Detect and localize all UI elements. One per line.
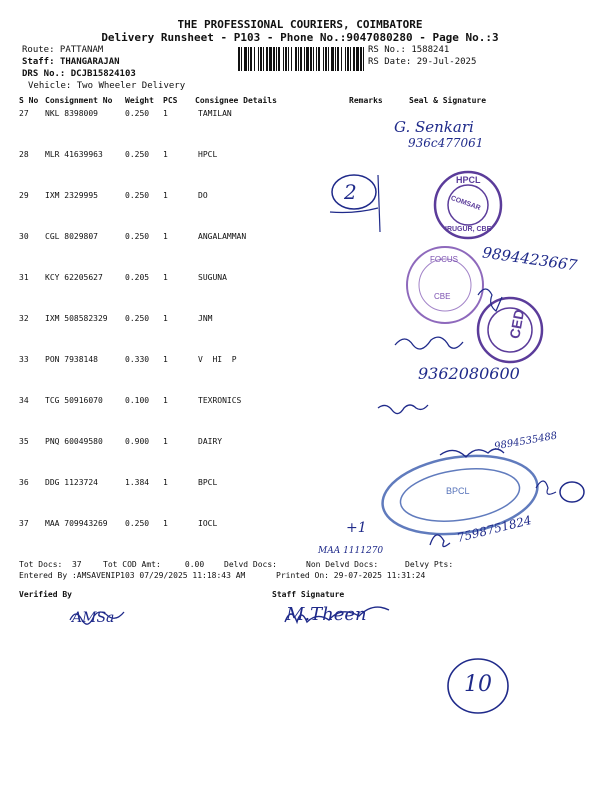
col-consignee: Consignee Details — [195, 96, 277, 105]
non-delvd-docs: Non Delvd Docs: — [306, 560, 379, 569]
cell-consignee: JNM — [198, 314, 213, 323]
bpcl-stamp-text: BPCL — [446, 486, 470, 496]
cell-cons: TCG 50916070 — [45, 396, 103, 405]
handwritten-verified-sig: AMSa — [72, 610, 115, 626]
cell-pcs: 1 — [163, 355, 168, 364]
cell-sno: 33 — [19, 355, 29, 364]
printed-on: Printed On: 29-07-2025 11:31:24 — [276, 571, 426, 580]
cell-sno: 29 — [19, 191, 29, 200]
focus-stamp-bottom: CBE — [434, 292, 451, 301]
cell-consignee: DAIRY — [198, 437, 223, 446]
cell-pcs: 1 — [163, 437, 168, 446]
cell-consignee: IOCL — [198, 519, 218, 528]
runsheet-subtitle: Delivery Runsheet - P103 - Phone No.:9047080280 - Page No.:3 — [101, 31, 499, 44]
cell-wt: 0.330 — [125, 355, 150, 364]
vehicle-text: Vehicle: Two Wheeler Delivery — [28, 81, 186, 91]
col-sno: S No — [19, 96, 39, 105]
cell-pcs: 1 — [163, 396, 168, 405]
cell-pcs: 1 — [163, 273, 168, 282]
cell-cons: DDG 1123724 — [45, 478, 98, 487]
cell-pcs: 1 — [163, 150, 168, 159]
rs-date: RS Date: 29-Jul-2025 — [368, 57, 477, 67]
handwritten-signature-1: G. Senkari — [394, 118, 474, 136]
cell-consignee: TAMILAN — [198, 109, 232, 118]
handwritten-circled-2: 2 — [344, 180, 357, 204]
handwritten-staff-sig: M.Theen — [286, 604, 367, 625]
hpcl-stamp-mid: COMSAR — [449, 194, 482, 213]
verified-by-label: Verified By — [19, 590, 72, 599]
cell-cons: MAA 709943269 — [45, 519, 108, 528]
cell-pcs: 1 — [163, 232, 168, 241]
cell-wt: 0.250 — [125, 232, 150, 241]
staff-signature-label: Staff Signature — [272, 590, 345, 599]
cell-sno: 36 — [19, 478, 29, 487]
col-remarks: Remarks — [349, 96, 383, 105]
handwritten-phone-4: 9894535488 — [493, 430, 559, 453]
cell-wt: 0.250 — [125, 109, 150, 118]
focus-stamp-top: FOCUS — [430, 255, 458, 264]
drs-number: DRS No.: DCJB15824103 — [22, 69, 136, 79]
hpcl-stamp-bottom: IRUGUR, CBE — [445, 226, 492, 233]
route-text: Route: PATTANAM — [22, 45, 104, 55]
rs-number: RS No.: 1588241 — [368, 45, 450, 55]
cell-wt: 1.384 — [125, 478, 150, 487]
cell-consignee: V HI P — [198, 355, 237, 364]
cell-wt: 0.250 — [125, 314, 150, 323]
hpcl-stamp-top: HPCL — [456, 175, 481, 185]
cell-cons: PON 7938148 — [45, 355, 98, 364]
cell-cons: KCY 62205627 — [45, 273, 103, 282]
cell-wt: 0.250 — [125, 150, 150, 159]
tot-docs: Tot Docs: 37 — [19, 560, 82, 569]
cell-cons: PNQ 60049580 — [45, 437, 103, 446]
cell-cons: IXM 2329995 — [45, 191, 98, 200]
cell-pcs: 1 — [163, 519, 168, 528]
handwritten-phone-5: 7598751824 — [455, 512, 533, 546]
cell-consignee: SUGUNA — [198, 273, 227, 282]
cell-wt: 0.900 — [125, 437, 150, 446]
cell-consignee: HPCL — [198, 150, 218, 159]
ced-stamp-text: CED — [506, 308, 528, 340]
col-consignment: Consignment No — [45, 96, 113, 105]
col-seal: Seal & Signature — [409, 96, 487, 105]
cell-cons: NKL 8398009 — [45, 109, 98, 118]
cell-wt: 0.250 — [125, 191, 150, 200]
cell-wt: 0.100 — [125, 396, 150, 405]
cell-consignee: ANGALAMMAN — [198, 232, 247, 241]
staff-name: THANGARAJAN — [59, 57, 120, 67]
cell-sno: 27 — [19, 109, 29, 118]
cell-pcs: 1 — [163, 191, 168, 200]
handwritten-page-number: 10 — [464, 672, 492, 697]
handwritten-maa-note: MAA 1111270 — [318, 546, 384, 556]
delvy-pts: Delvy Pts: — [405, 560, 454, 569]
cell-sno: 31 — [19, 273, 29, 282]
cell-pcs: 1 — [163, 478, 168, 487]
cell-sno: 32 — [19, 314, 29, 323]
company-title: THE PROFESSIONAL COURIERS, COIMBATORE — [177, 18, 423, 31]
staff-label: Staff: — [22, 57, 55, 67]
handwritten-phone-2: 9894423667 — [481, 243, 579, 275]
cell-consignee: DO — [198, 191, 208, 200]
cell-sno: 28 — [19, 150, 29, 159]
entered-by: Entered By :AMSAVENIP103 07/29/2025 11:18:43 AM — [19, 571, 246, 580]
cell-cons: MLR 41639963 — [45, 150, 103, 159]
signature-scribble — [395, 337, 463, 349]
col-weight: Weight — [125, 96, 154, 105]
handwritten-phone-3: 9362080600 — [418, 364, 520, 383]
tot-cod: Tot COD Amt: 0.00 — [103, 560, 205, 569]
col-pcs: PCS — [163, 96, 178, 105]
cell-sno: 35 — [19, 437, 29, 446]
cell-sno: 37 — [19, 519, 29, 528]
cell-sno: 30 — [19, 232, 29, 241]
cell-cons: IXM 508582329 — [45, 314, 108, 323]
handwritten-plus-one: +1 — [346, 520, 367, 536]
cell-pcs: 1 — [163, 109, 168, 118]
cell-consignee: BPCL — [198, 478, 218, 487]
cell-consignee: TEXRONICS — [198, 396, 242, 405]
cell-cons: CGL 8029807 — [45, 232, 98, 241]
cell-wt: 0.250 — [125, 519, 150, 528]
handwritten-phone-1: 936c477061 — [408, 136, 484, 150]
cell-pcs: 1 — [163, 314, 168, 323]
cell-wt: 0.205 — [125, 273, 150, 282]
cell-sno: 34 — [19, 396, 29, 405]
delvd-docs: Delvd Docs: — [224, 560, 277, 569]
